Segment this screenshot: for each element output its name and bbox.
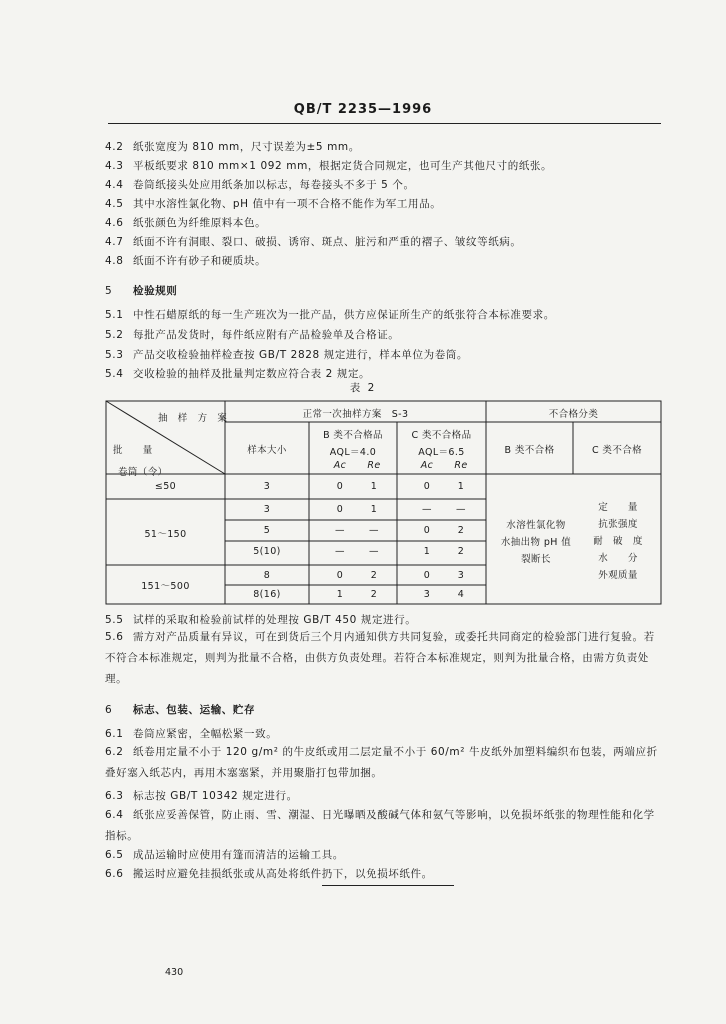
cell-sample: 8 — [263, 570, 271, 581]
clause-number: 5.4 — [105, 368, 124, 380]
clause-text: 交收检验的抽样及批量判定数应符合表 2 规定。 — [133, 368, 371, 380]
clause-4-7 — [105, 234, 522, 249]
clause-number: 4.7 — [105, 236, 124, 248]
header-c-defect: C 类不合格 — [591, 445, 643, 456]
cell-c-re: 2 — [457, 546, 465, 557]
cell-c-re: — — [456, 504, 466, 515]
standard-number-header: QB/T 2235—1996 — [293, 102, 433, 117]
cell-c-ac: 0 — [423, 525, 431, 536]
header-class-c: C 类不合格品 — [411, 430, 472, 441]
b-item-breaking-length: 裂断长 — [521, 554, 551, 565]
clause-text: 卷筒应紧密，全幅松紧一致。 — [133, 728, 278, 740]
c-item-burst: 耐 破 度 — [593, 536, 643, 547]
clause-number: 6.6 — [105, 868, 124, 880]
section-number: 6 — [105, 704, 113, 716]
section-6-heading — [105, 702, 255, 717]
clause-text: 纸张颜色为纤维原料本色。 — [133, 217, 267, 229]
clause-4-5 — [105, 196, 441, 211]
cell-b-ac: 0 — [336, 481, 344, 492]
cell-b-ac: — — [335, 525, 345, 536]
clause-5-2 — [105, 327, 399, 342]
clause-number: 4.4 — [105, 179, 124, 191]
section-title: 检验规则 — [133, 285, 178, 297]
header-class-b: B 类不合格品 — [323, 430, 383, 441]
clause-6-1 — [105, 726, 277, 741]
header-class-c-aql: AQL＝6.5 — [418, 447, 465, 458]
corner-batch: 批 量 — [113, 445, 153, 456]
clause-6-2 — [105, 742, 660, 784]
clause-text: 成品运输时应使用有篷而清洁的运输工具。 — [133, 849, 344, 861]
b-item-chloride: 水溶性氯化物 — [506, 520, 566, 531]
cell-b-re: 2 — [370, 589, 378, 600]
clause-number: 5.1 — [105, 309, 124, 321]
section-5-heading — [105, 283, 177, 298]
clause-number: 6.1 — [105, 728, 124, 740]
clause-number: 6.3 — [105, 790, 124, 802]
end-rule — [322, 885, 454, 886]
cell-c-ac: — — [422, 504, 432, 515]
cell-b-re: 2 — [370, 570, 378, 581]
cell-b-re: 1 — [370, 481, 378, 492]
clause-text: 卷筒纸接头处应用纸条加以标志，每卷接头不多于 5 个。 — [133, 179, 415, 191]
cell-b-ac: 0 — [336, 570, 344, 581]
clause-number: 6.4 — [105, 809, 124, 821]
cell-b-ac: 0 — [336, 504, 344, 515]
clause-5-4 — [105, 366, 370, 381]
clause-6-6 — [105, 866, 433, 881]
clause-text: 中性石蜡原纸的每一生产班次为一批产品，供方应保证所生产的纸张符合本标准要求。 — [133, 309, 555, 321]
cell-sample: 5(10) — [253, 546, 281, 557]
cell-c-re: 1 — [457, 481, 465, 492]
cell-c-re: 4 — [457, 589, 465, 600]
cell-sample: 3 — [263, 504, 271, 515]
section-number: 5 — [105, 285, 113, 297]
clause-number: 5.3 — [105, 349, 124, 361]
c-item-appearance: 外观质量 — [598, 570, 638, 581]
header-c-re: Re — [454, 460, 468, 471]
cell-c-ac: 0 — [423, 570, 431, 581]
clause-text: 纸张宽度为 810 mm，尺寸误差为±5 mm。 — [133, 141, 360, 153]
cell-c-re: 3 — [457, 570, 465, 581]
cell-sample: 8(16) — [253, 589, 281, 600]
header-defect-class: 不合格分类 — [548, 409, 599, 420]
clause-text: 其中水溶性氯化物、pH 值中有一项不合格不能作为军工用品。 — [133, 198, 442, 210]
batch-51-150: 51～150 — [144, 529, 187, 540]
clause-number: 4.5 — [105, 198, 124, 210]
corner-sampling-plan: 抽 样 方 案 — [158, 413, 228, 424]
clause-4-2 — [105, 139, 360, 154]
cell-b-re: — — [369, 546, 379, 557]
clause-text: 纸面不许有洞眼、裂口、破损、诱帘、斑点、脏污和严重的褶子、皱纹等纸病。 — [133, 236, 522, 248]
clause-5-3 — [105, 347, 468, 362]
corner-roll-ream: 卷筒（令） — [118, 467, 168, 478]
table-caption: 表 2 — [349, 382, 377, 394]
header-b-ac: Ac — [333, 460, 347, 471]
cell-c-ac: 1 — [423, 546, 431, 557]
cell-sample: 3 — [263, 481, 271, 492]
header-normal-sampling: 正常一次抽样方案 S-3 — [302, 409, 409, 420]
header-c-ac: Ac — [420, 460, 434, 471]
clause-text: 需方对产品质量有异议，可在到货后三个月内通知供方共同复验，或委托共同商定的检验部门进行复验。若不符合本标准规定，则判为批量不合格，由供方负责处理。若符合本标准规定，则判为批量合格，由需方负责处理。 — [105, 631, 655, 685]
clause-number: 5.2 — [105, 329, 124, 341]
clause-number: 6.2 — [105, 746, 124, 758]
clause-number: 4.3 — [105, 160, 124, 172]
clause-6-3 — [105, 788, 298, 803]
clause-text: 标志按 GB/T 10342 规定进行。 — [133, 790, 298, 802]
clause-number: 4.6 — [105, 217, 124, 229]
cell-b-ac: — — [335, 546, 345, 557]
clause-text: 每批产品发货时，每件纸应附有产品检验单及合格证。 — [133, 329, 400, 341]
clause-text: 纸张应妥善保管，防止雨、雪、潮湿、日光曝晒及酸碱气体和氨气等影响，以免损坏纸张的物理性能和化学指标。 — [105, 809, 655, 842]
clause-text: 搬运时应避免挂损纸张或从高处将纸件扔下，以免损坏纸件。 — [133, 868, 433, 880]
clause-number: 5.5 — [105, 614, 124, 626]
c-item-moisture: 水 分 — [598, 553, 638, 564]
cell-c-re: 2 — [457, 525, 465, 536]
clause-number: 6.5 — [105, 849, 124, 861]
clause-5-5 — [105, 612, 416, 627]
header-class-b-aql: AQL＝4.0 — [329, 447, 377, 458]
clause-text: 产品交收检验抽样检查按 GB/T 2828 规定进行，样本单位为卷筒。 — [133, 349, 469, 361]
clause-4-8 — [105, 253, 266, 268]
clause-6-5 — [105, 847, 344, 862]
clause-4-3 — [105, 158, 552, 173]
clause-5-6 — [105, 627, 660, 690]
batch-le50: ≤50 — [154, 481, 177, 492]
clause-4-6 — [105, 215, 266, 230]
cell-c-ac: 0 — [423, 481, 431, 492]
cell-sample: 5 — [263, 525, 271, 536]
cell-c-ac: 3 — [423, 589, 431, 600]
header-rule — [108, 123, 661, 124]
clause-text: 试样的采取和检验前试样的处理按 GB/T 450 规定进行。 — [133, 614, 417, 626]
clause-5-1 — [105, 307, 555, 322]
clause-text: 平板纸要求 810 mm×1 092 mm，根据定货合同规定，也可生产其他尺寸的纸张。 — [133, 160, 553, 172]
clause-number: 5.6 — [105, 631, 124, 643]
clause-number: 4.8 — [105, 255, 124, 267]
page-number: 430 — [165, 967, 184, 978]
clause-text: 纸面不许有砂子和硬质块。 — [133, 255, 267, 267]
c-item-basis-weight: 定 量 — [598, 502, 638, 513]
header-sample-size: 样本大小 — [247, 445, 287, 456]
cell-b-re: — — [369, 525, 379, 536]
header-b-re: Re — [367, 460, 381, 471]
clause-text: 纸卷用定量不小于 120 g/m² 的牛皮纸或用二层定量不小于 60/m² 牛皮纸外加塑料编织布包装，两端应折叠好塞入纸芯内，再用木塞塞紧，并用聚脂打包带加捆。 — [105, 746, 658, 779]
c-item-tensile: 抗张强度 — [598, 519, 638, 530]
clause-4-4 — [105, 177, 415, 192]
batch-151-500: 151～500 — [141, 581, 190, 592]
cell-b-ac: 1 — [336, 589, 344, 600]
header-b-defect: B 类不合格 — [504, 445, 555, 456]
b-item-ph: 水抽出物 pH 值 — [500, 537, 572, 548]
section-title: 标志、包装、运输、贮存 — [133, 704, 256, 716]
clause-6-4 — [105, 805, 660, 847]
clause-number: 4.2 — [105, 141, 124, 153]
cell-b-re: 1 — [370, 504, 378, 515]
